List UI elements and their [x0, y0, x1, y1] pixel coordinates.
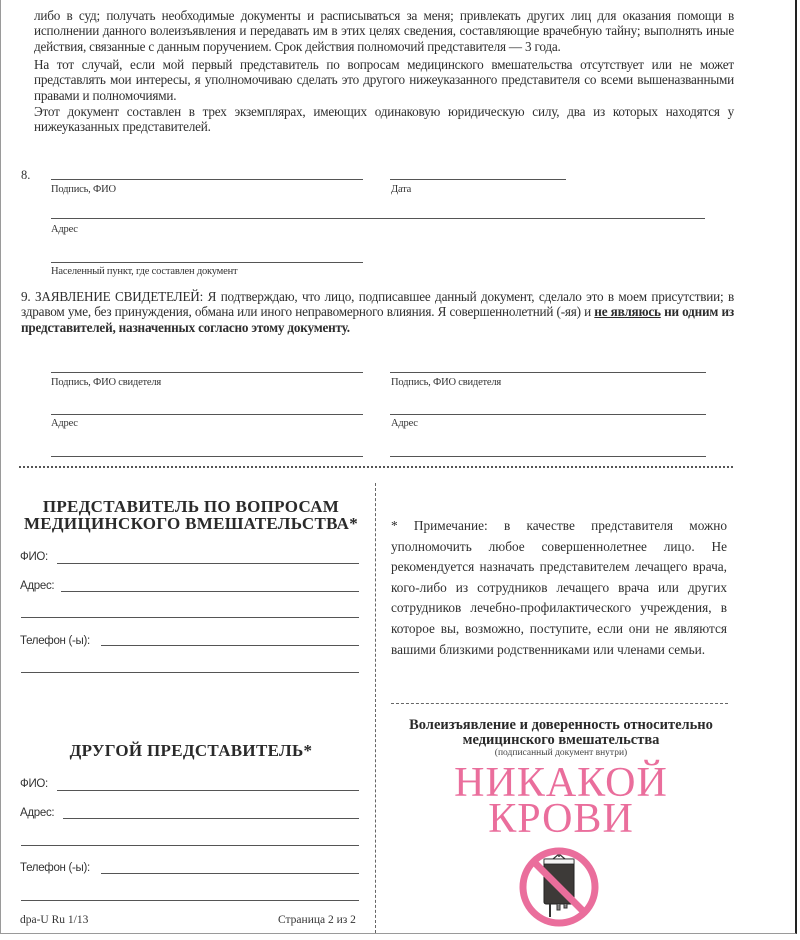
- rep1-address-label: Адрес:: [20, 580, 55, 592]
- rep1-phone-field[interactable]: [101, 645, 359, 646]
- rep1-fio-label: ФИО:: [20, 551, 48, 563]
- witness2-signature-line[interactable]: [390, 372, 706, 373]
- rep2-address-field[interactable]: [63, 818, 359, 819]
- intro-paragraph-2: На тот случай, если мой первый представитель по вопросам медицинского вмешательства отсутствует или не может представлять мои интересы, я уполномочиваю сделать это другого нижеуказанного представителя со всеми вышеназванными правами и полномочиями.: [34, 57, 734, 103]
- witness-text: Я подтверждаю, что лицо, подписавшее данный документ, сделало это в моем присутствии; в здравом уме, без принуждения, обмана или иного неправомерного влияния. Я совершеннолетний (-яя) и: [21, 289, 734, 320]
- cover-title-line2: медицинского вмешательства: [462, 732, 660, 748]
- witness2-address-label: Адрес: [391, 418, 418, 429]
- locality-label: Населенный пункт, где составлен документ: [51, 266, 238, 277]
- rep2-phone-label: Телефон (-ы):: [20, 862, 90, 874]
- signature-label: Подпись, ФИО: [51, 184, 116, 195]
- witness2-address-line-2[interactable]: [390, 456, 706, 457]
- date-line[interactable]: [390, 179, 566, 180]
- no-blood-line1: НИКАКОЙ: [454, 760, 668, 806]
- rep2-phone-field[interactable]: [101, 873, 359, 874]
- rep1-address-field-2[interactable]: [21, 617, 359, 618]
- witness2-address-line[interactable]: [390, 414, 706, 415]
- intro-paragraph-1: либо в суд; получать необходимые документы и расписываться за меня; привлекать других лиц для оказания помощи в исполнении данного волеизъявления и передавать им в этих целях сведения, составляющие врачебную тайну; выполнять иные действия, связанные с данным поручением. Срок действия полномочий представителя — 3 года.: [34, 8, 734, 54]
- rep1-phone-field-2[interactable]: [21, 672, 359, 673]
- locality-line[interactable]: [51, 262, 363, 263]
- rep2-fio-label: ФИО:: [20, 778, 48, 790]
- signature-line[interactable]: [51, 179, 363, 180]
- address-label: Адрес: [51, 224, 78, 235]
- rep1-phone-label: Телефон (-ы):: [20, 635, 90, 647]
- rep1-title-line1: ПРЕДСТАВИТЕЛЬ ПО ВОПРОСАМ: [42, 497, 340, 516]
- rep2-title: ДРУГОЙ ПРЕДСТАВИТЕЛЬ*: [69, 741, 313, 760]
- rep1-title-line2: МЕДИЦИНСКОГО ВМЕШАТЕЛЬСТВА*: [23, 514, 359, 533]
- witness1-signature-line[interactable]: [51, 372, 363, 373]
- section-8-number: 8.: [21, 168, 31, 182]
- no-blood-line2: КРОВИ: [488, 796, 634, 842]
- rep1-title: [21, 498, 361, 532]
- cover-title: [386, 718, 736, 748]
- witness2-signature-label: Подпись, ФИО свидетеля: [391, 377, 502, 388]
- witness1-signature-label: Подпись, ФИО свидетеля: [51, 377, 162, 388]
- fold-line-vertical: [375, 483, 376, 933]
- document-code: dpa-U Ru 1/13: [20, 914, 89, 926]
- not-a-representative: не являюсь: [594, 304, 661, 320]
- page-number: Страница 2 из 2: [278, 914, 356, 926]
- witness-heading: ЗАЯВЛЕНИЕ СВИДЕТЕЛЕЙ:: [35, 289, 204, 304]
- rep2-fio-field[interactable]: [57, 790, 359, 791]
- cut-line-horizontal: [19, 466, 733, 468]
- rep2-address-label: Адрес:: [20, 807, 55, 819]
- witness1-address-line-2[interactable]: [51, 456, 363, 457]
- witness-statement: [21, 289, 734, 335]
- intro-paragraph-3: Этот документ составлен в трех экземплярах, имеющих одинаковую юридическую силу, два из которых находятся у нижеуказанных представителей.: [34, 104, 734, 135]
- cover-title-line1: Волеизъявление и доверенность относительно: [409, 717, 713, 733]
- representative-note: * Примечание: в качестве представителя можно уполномочить любое совершеннолетнее лицо. Не рекомендуется назначать представителем лечащего врача, кого-либо из сотрудников лечащего врача или других сотрудников лечебно-профилактического учреждения, в которое вы, возможно, поступите, если они не являются вашими близкими родственниками или членами семьи.: [391, 518, 727, 657]
- address-line[interactable]: [51, 218, 705, 219]
- rep1-address-field[interactable]: [61, 591, 359, 592]
- section-9-number: 9.: [21, 289, 31, 304]
- witness1-address-line[interactable]: [51, 414, 363, 415]
- rep1-fio-field[interactable]: [57, 563, 359, 564]
- cover-cut-line: [391, 703, 728, 704]
- rep2-address-field-2[interactable]: [21, 845, 359, 846]
- rep2-phone-field-2[interactable]: [21, 900, 359, 901]
- witness1-address-label: Адрес: [51, 418, 78, 429]
- witness-bold-text: ни одним из представителей, назначенных согласно этому документу.: [21, 304, 734, 335]
- cover-subtitle: (подписанный документ внутри): [494, 748, 628, 758]
- date-label: Дата: [391, 184, 412, 195]
- no-blood-transfusion-icon: [517, 845, 601, 929]
